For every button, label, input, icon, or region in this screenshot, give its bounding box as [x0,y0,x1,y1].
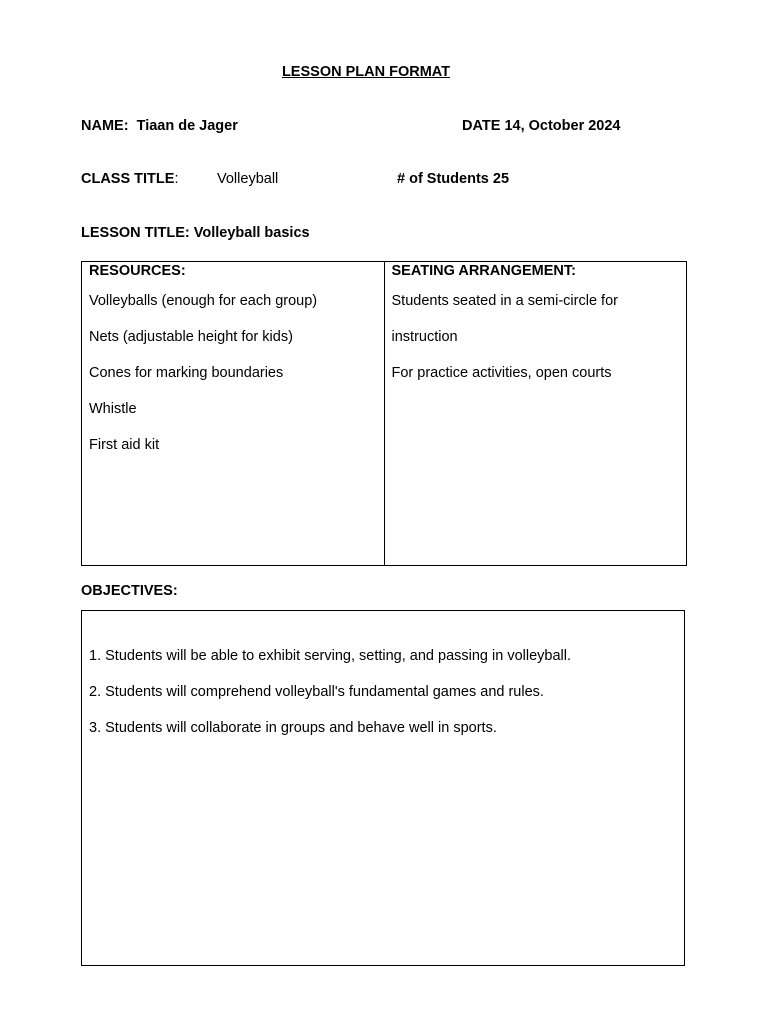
resources-seating-table [81,261,687,566]
resource-item: Whistle [89,401,137,417]
seating-item: Students seated in a semi-circle for [391,293,618,309]
seating-item: instruction [391,329,458,345]
objective-item: 1. Students will be able to exhibit serving, setting, and passing in volleyball. [89,648,572,664]
date-line [462,118,621,134]
objective-item: 3. Students will collaborate in groups and behave well in sports. [89,720,497,736]
name-label: NAME: [81,118,129,134]
lesson-title-label: LESSON TITLE: [81,225,190,241]
resource-item: Nets (adjustable height for kids) [89,329,293,345]
class-title-label: CLASS TITLE [81,171,175,187]
students-value: 25 [492,171,510,187]
name-line [81,118,238,134]
resource-item: First aid kit [89,437,160,453]
resource-item: Volleyballs (enough for each group) [89,293,318,309]
name-value: Tiaan de Jager [136,118,238,134]
resources-heading: RESOURCES: [89,263,186,279]
seating-heading: SEATING ARRANGEMENT: [391,263,576,279]
class-title-value: Volleyball [217,171,279,187]
seating-item: For practice activities, open courts [391,365,612,381]
resource-item: Cones for marking boundaries [89,365,284,381]
lesson-title-value: Volleyball basics [193,225,310,241]
students-line [397,171,509,187]
class-title-line [81,171,178,187]
class-title-colon: : [174,171,179,187]
objective-item: 2. Students will comprehend volleyball's fundamental games and rules. [89,684,544,700]
lesson-title-line [81,225,310,241]
objectives-box [81,610,685,966]
document-title: LESSON PLAN FORMAT [281,64,451,80]
students-label: # of Students [397,171,489,187]
seating-cell [384,262,687,565]
date-label: DATE [462,118,501,134]
resources-cell [82,262,384,565]
objectives-heading: OBJECTIVES: [81,583,178,599]
date-value: 14, October 2024 [504,118,621,134]
